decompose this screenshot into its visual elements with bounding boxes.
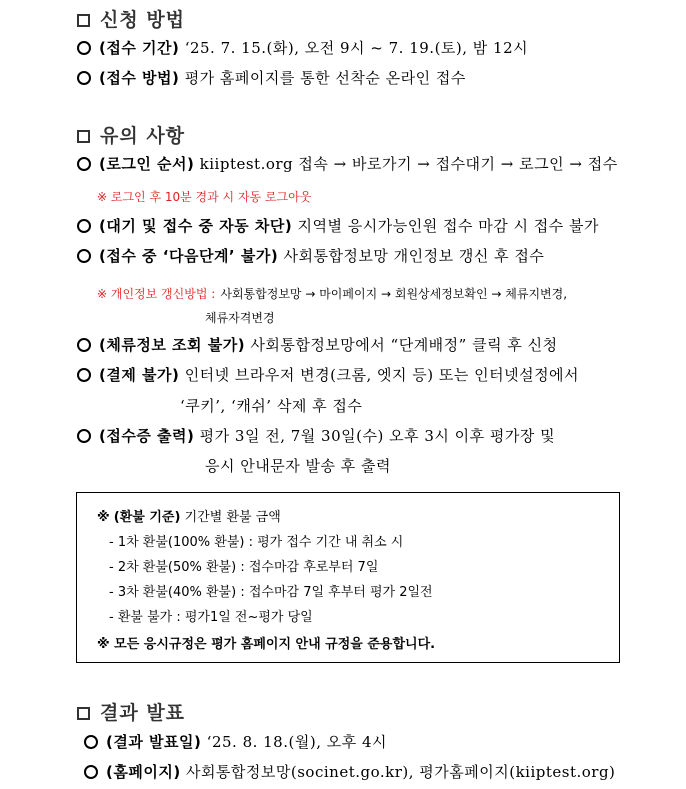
section-title: 신청 방법 <box>100 9 186 31</box>
refund-row: - 1차 환불(100% 환불) : 평가 접수 기간 내 취소 시 <box>109 535 404 550</box>
refund-row: - 환불 불가 : 평가1일 전~평가 당일 <box>109 610 313 625</box>
auto-block-row <box>77 215 599 236</box>
circle-bullet-icon <box>77 71 91 85</box>
section-title: 결과 발표 <box>100 702 186 724</box>
circle-bullet-icon <box>84 735 98 749</box>
item-label: (로그인 순서) <box>99 155 195 173</box>
item-label: (홈페이지) <box>106 763 181 781</box>
refund-heading-text: 기간별 환불 금액 <box>184 510 281 525</box>
square-icon <box>77 707 90 720</box>
square-icon <box>77 14 90 27</box>
apply-period-row <box>77 37 528 58</box>
item-text: 지역별 응시가능인원 접수 마감 시 접수 불가 <box>297 217 599 235</box>
item-label: (체류정보 조회 불가) <box>99 336 246 354</box>
payment-row <box>77 364 579 385</box>
update-method-note <box>97 283 567 302</box>
apply-method-row <box>77 67 466 88</box>
item-text: 사회통합정보망 개인정보 갱신 후 접수 <box>283 247 545 265</box>
circle-bullet-icon <box>77 249 91 263</box>
homepage-row <box>84 761 615 782</box>
refund-heading <box>97 506 281 525</box>
section-title: 유의 사항 <box>100 125 186 147</box>
item-label: (접수증 출력) <box>99 427 195 445</box>
circle-bullet-icon <box>77 41 91 55</box>
item-label: (접수 방법) <box>99 69 180 87</box>
circle-bullet-icon <box>77 219 91 233</box>
item-text: 평가 3일 전, 7월 30일(수) 오후 3시 이후 평가장 및 <box>199 427 556 445</box>
circle-bullet-icon <box>84 765 98 779</box>
refund-row: - 2차 환불(50% 환불) : 접수마감 후로부터 7일 <box>109 560 379 575</box>
item-label: (결과 발표일) <box>106 733 202 751</box>
item-label: (접수 기간) <box>99 39 180 57</box>
item-text: 사회통합정보망에서 “단계배정” 클릭 후 신청 <box>250 336 558 354</box>
next-step-row <box>77 245 544 266</box>
payment-row-cont: ‘쿠키’, ‘캐쉬’ 삭제 후 접수 <box>180 397 363 415</box>
item-text: 인터넷 브라우저 변경(크롬, 엣지 등) 또는 인터넷설정에서 <box>184 366 580 384</box>
square-icon <box>77 130 90 143</box>
item-text: ‘25. 7. 15.(화), 오전 9시 ~ 7. 19.(토), 밤 12시 <box>184 39 529 57</box>
update-method-note-cont: 체류자격변경 <box>205 311 275 325</box>
circle-bullet-icon <box>77 338 91 352</box>
login-order-row <box>77 153 618 174</box>
circle-bullet-icon <box>77 429 91 443</box>
note-text: 사회통합정보망 → 마이페이지 → 회원상세정보확인 → 체류지변경, <box>220 287 568 301</box>
print-row <box>77 425 555 446</box>
item-text: 사회통합정보망(socinet.go.kr), 평가홈페이지(kiiptest.org) <box>185 763 616 781</box>
note-label: ※ 개인정보 갱신방법 : <box>97 287 216 301</box>
item-label: (대기 및 접수 중 자동 차단) <box>99 217 293 235</box>
stay-info-row <box>77 334 558 355</box>
section-heading-notice <box>77 121 185 148</box>
section-heading-apply <box>77 5 185 32</box>
refund-row: - 3차 환불(40% 환불) : 접수마감 7일 후부터 평가 2일전 <box>109 585 433 600</box>
refund-footer: ※ 모든 응시규정은 평가 홈페이지 안내 규정을 준용합니다. <box>97 637 436 652</box>
item-text: ‘25. 8. 18.(월), 오후 4시 <box>206 733 388 751</box>
item-text: 평가 홈페이지를 통한 선착순 온라인 접수 <box>184 69 466 87</box>
item-text: kiiptest.org 접속 → 바로가기 → 접수대기 → 로그인 → 접수 <box>199 155 618 173</box>
circle-bullet-icon <box>77 368 91 382</box>
section-heading-result <box>77 698 185 725</box>
note-mark: ※ <box>97 510 110 525</box>
item-label: (접수 중 ‘다음단계’ 불가) <box>99 247 279 265</box>
result-date-row <box>84 731 387 752</box>
print-row-cont: 응시 안내문자 발송 후 출력 <box>205 457 391 475</box>
circle-bullet-icon <box>77 157 91 171</box>
login-timeout-note: ※ 로그인 후 10분 경과 시 자동 로그아웃 <box>97 190 312 204</box>
item-label: (결제 불가) <box>99 366 180 384</box>
refund-label: (환불 기준) <box>113 510 181 525</box>
